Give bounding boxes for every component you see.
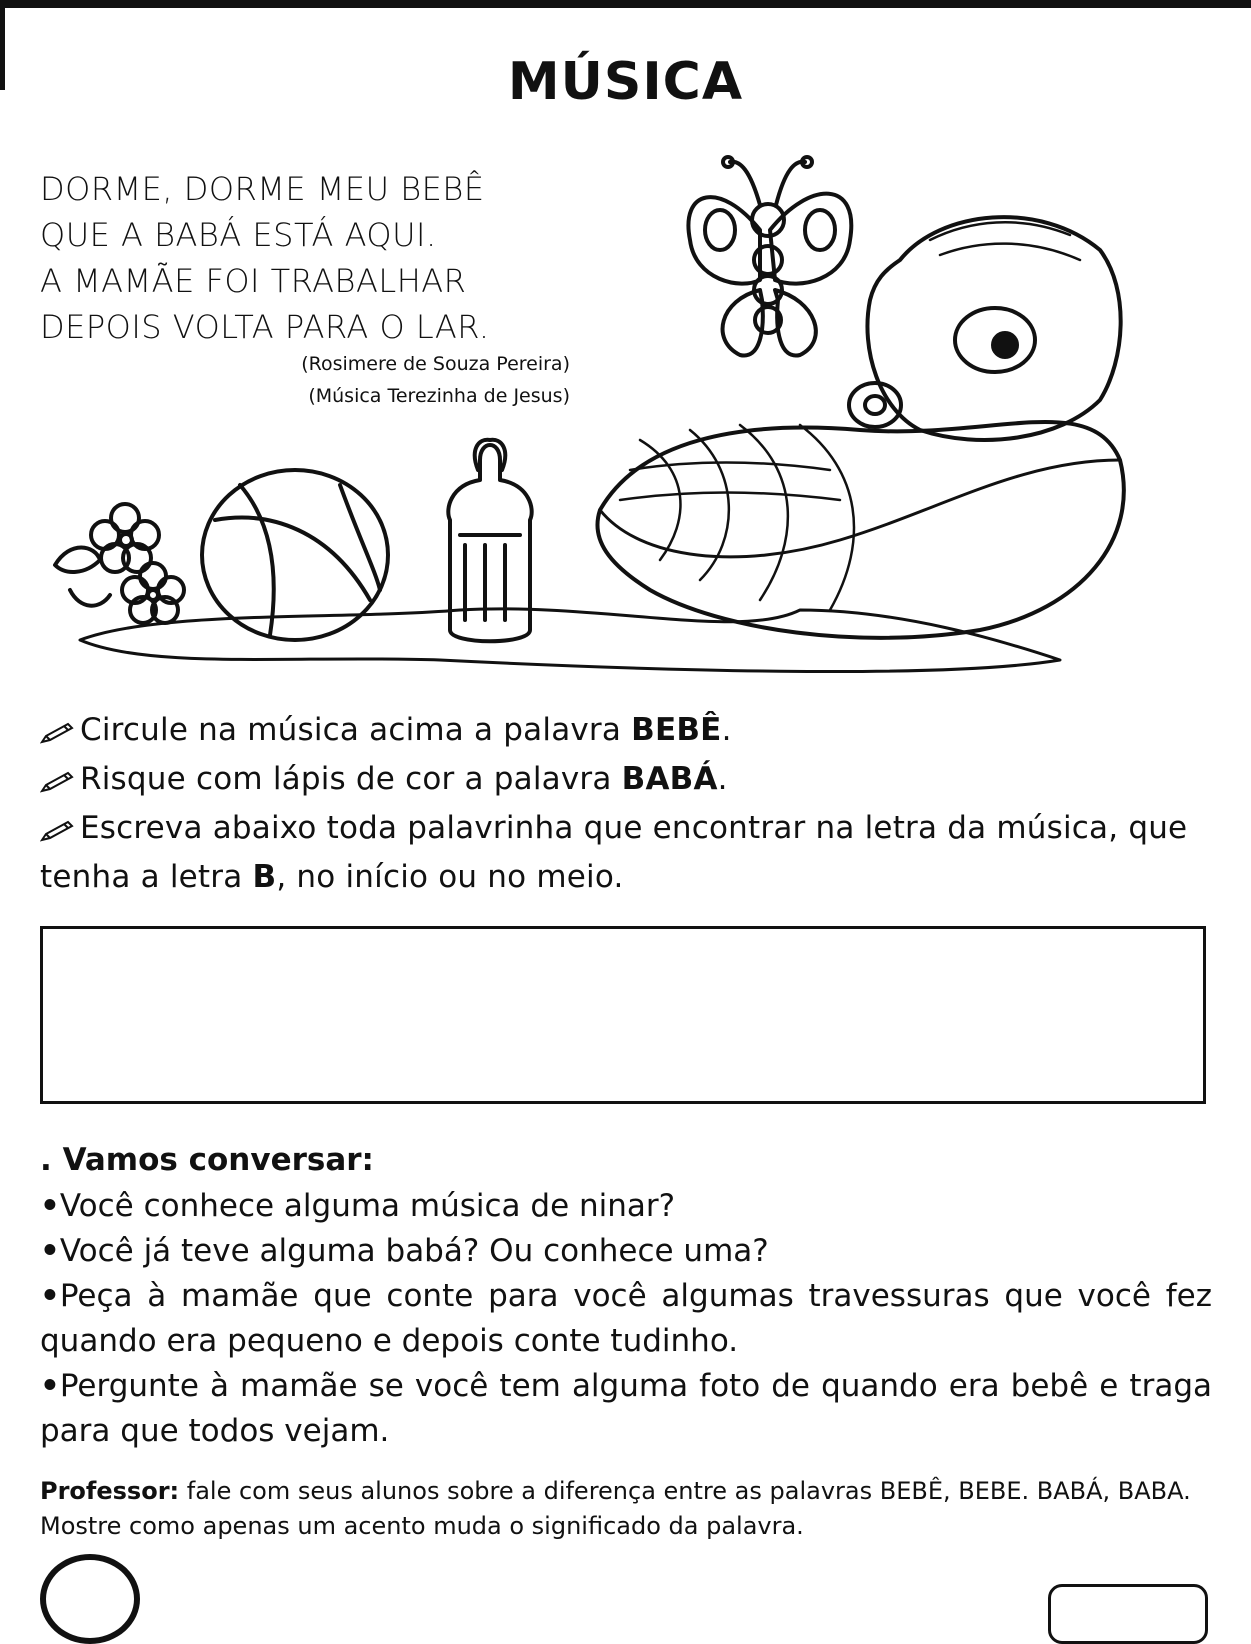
pencil-icon — [40, 810, 80, 855]
bullet-icon: . — [40, 1142, 63, 1178]
instruction-text: Risque com lápis de cor a palavra — [80, 761, 622, 797]
bullet-icon: • — [40, 1233, 60, 1269]
discussion-item — [40, 1364, 1212, 1454]
instruction-keyword: BABÁ — [621, 761, 718, 797]
instruction-keyword: BEBÊ — [631, 712, 722, 748]
baby-illustration — [40, 140, 1160, 680]
discussion-item — [40, 1184, 1212, 1229]
discussion-section — [40, 1138, 1212, 1454]
bullet-icon: • — [40, 1368, 60, 1404]
author-credit: (Rosimere de Souza Pereira) — [301, 353, 570, 375]
lyric-line: DORME, DORME MEU BEBÊ — [40, 170, 485, 208]
page-number-box — [1048, 1584, 1208, 1644]
ball-drawing — [202, 470, 388, 640]
baby-head-drawing — [849, 217, 1121, 440]
instruction-text-end: . — [721, 712, 732, 748]
instruction-text-end: . — [717, 761, 728, 797]
instruction-text-end: , no início ou no meio. — [276, 859, 624, 895]
discussion-item-text: Você já teve alguma babá? Ou conhece uma? — [59, 1233, 769, 1269]
publisher-logo — [40, 1554, 140, 1644]
answer-box[interactable] — [40, 926, 1206, 1104]
lyric-line: A MAMÃE FOI TRABALHAR — [40, 262, 467, 300]
discussion-item-text: Você conhece alguma música de ninar? — [59, 1188, 676, 1224]
instructions — [40, 708, 1212, 900]
page-title: MÚSICA — [507, 52, 744, 112]
instruction-text: Circule na música acima a palavra — [80, 712, 632, 748]
top-border — [0, 0, 1251, 8]
flowers-drawing — [55, 504, 184, 623]
butterfly-drawing — [688, 157, 851, 356]
lyric-line: QUE A BABÁ ESTÁ AQUI. — [40, 216, 437, 254]
instruction-text: Escreva abaixo toda palavrinha que encontrar na letra da música, que tenha a letra — [40, 810, 1188, 895]
pencil-icon — [40, 761, 80, 806]
bullet-icon: • — [40, 1278, 60, 1314]
discussion-item-text: Pergunte à mamãe se você tem alguma foto de quando era bebê e traga para que todos vejam. — [40, 1368, 1212, 1449]
instruction-circle — [40, 708, 1212, 757]
teacher-note — [40, 1474, 1212, 1544]
discussion-item — [40, 1274, 1212, 1364]
discussion-title-text: Vamos conversar: — [62, 1142, 374, 1178]
instruction-keyword: B — [252, 859, 277, 895]
music-credit: (Música Terezinha de Jesus) — [308, 385, 570, 407]
teacher-text: fale com seus alunos sobre a diferença entre as palavras BEBÊ, BEBE. BABÁ, BABA. Mostre como apenas um acento muda o significado da palavra. — [40, 1477, 1191, 1540]
teacher-label: Professor: — [40, 1477, 180, 1505]
cradle-drawing — [597, 422, 1123, 638]
lyric-line: DEPOIS VOLTA PARA O LAR. — [40, 308, 490, 346]
discussion-item-text: Peça à mamãe que conte para você algumas travessuras que você fez quando era pequeno e depois conte tudinho. — [40, 1278, 1212, 1359]
instruction-strike — [40, 757, 1212, 806]
instruction-write — [40, 806, 1212, 900]
bullet-icon: • — [40, 1188, 60, 1224]
discussion-item — [40, 1229, 1212, 1274]
pencil-icon — [40, 712, 80, 757]
ground-shadow — [80, 609, 1060, 672]
discussion-title — [40, 1138, 1212, 1182]
